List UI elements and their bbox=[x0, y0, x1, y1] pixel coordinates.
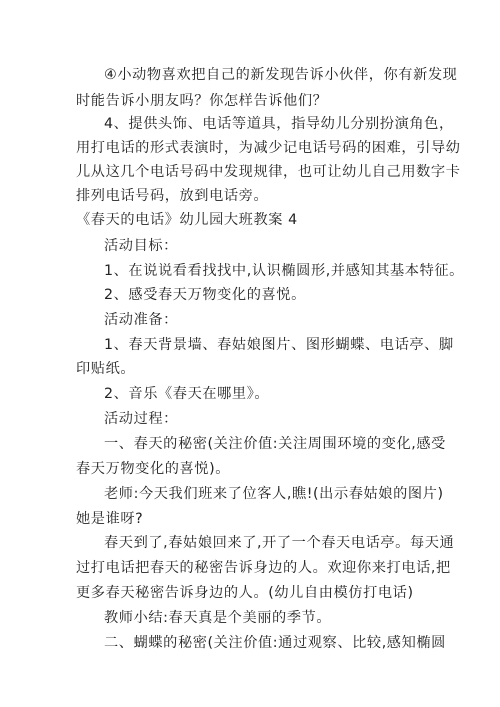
text-line: 活动过程： bbox=[104, 411, 178, 427]
text-line: ④小动物喜欢把自己的新发现告诉小伙伴，你有新发现 bbox=[104, 67, 458, 83]
text-line: 用打电话的形式表演时，为减少记电话号码的困难，引导幼 bbox=[76, 140, 461, 156]
text-line: 过打电话把春天的秘密告诉身边的人。欢迎你来打电话,把 bbox=[76, 560, 451, 576]
text-line: 4、提供头饰、电话等道具，指导幼儿分别扮演角色， bbox=[104, 116, 454, 132]
text-line: 更多春天秘密告诉身边的人。(幼儿自由模仿打电话) bbox=[76, 585, 414, 601]
text-line: 1、春天背景墙、春姑娘图片、图形蝴蝶、电话亭、脚 bbox=[104, 337, 454, 353]
text-line: 儿从这几个电话号码中发现规律，也可让幼儿自己用数字卡 bbox=[76, 164, 461, 180]
section-title: 《春天的电话》幼儿园大班教案 4 bbox=[76, 212, 298, 228]
text-line: 排列电话号码，放到电话旁。 bbox=[76, 188, 269, 204]
text-line: 活动准备： bbox=[104, 312, 178, 328]
text-line: 2、感受春天万物变化的喜悦。 bbox=[104, 287, 306, 303]
text-line: 2、音乐《春天在哪里》。 bbox=[104, 386, 270, 402]
text-line: 教师小结:春天真是个美丽的季节。 bbox=[104, 610, 332, 626]
text-line: 一、春天的秘密(关注价值:关注周围环境的变化,感受 bbox=[104, 436, 446, 452]
text-line: 时能告诉小朋友吗？你怎样告诉他们？ bbox=[76, 93, 328, 109]
text-line: 春天到了,春姑娘回来了,开了一个春天电话亭。每天通 bbox=[104, 535, 455, 551]
text-line: 二、蝴蝶的秘密(关注价值:通过观察、比较,感知椭圆 bbox=[104, 635, 446, 651]
text-line: 老师:今天我们班来了位客人,瞧!(出示春姑娘的图片) bbox=[104, 486, 444, 502]
text-line: 春天万物变化的喜悦)。 bbox=[76, 461, 231, 477]
text-line: 活动目标： bbox=[104, 238, 178, 254]
text-line: 1、在说说看看找找中,认识椭圆形,并感知其基本特征。 bbox=[104, 263, 464, 279]
text-line: 她是谁呀? bbox=[76, 511, 144, 527]
text-line: 印贴纸。 bbox=[76, 361, 136, 377]
